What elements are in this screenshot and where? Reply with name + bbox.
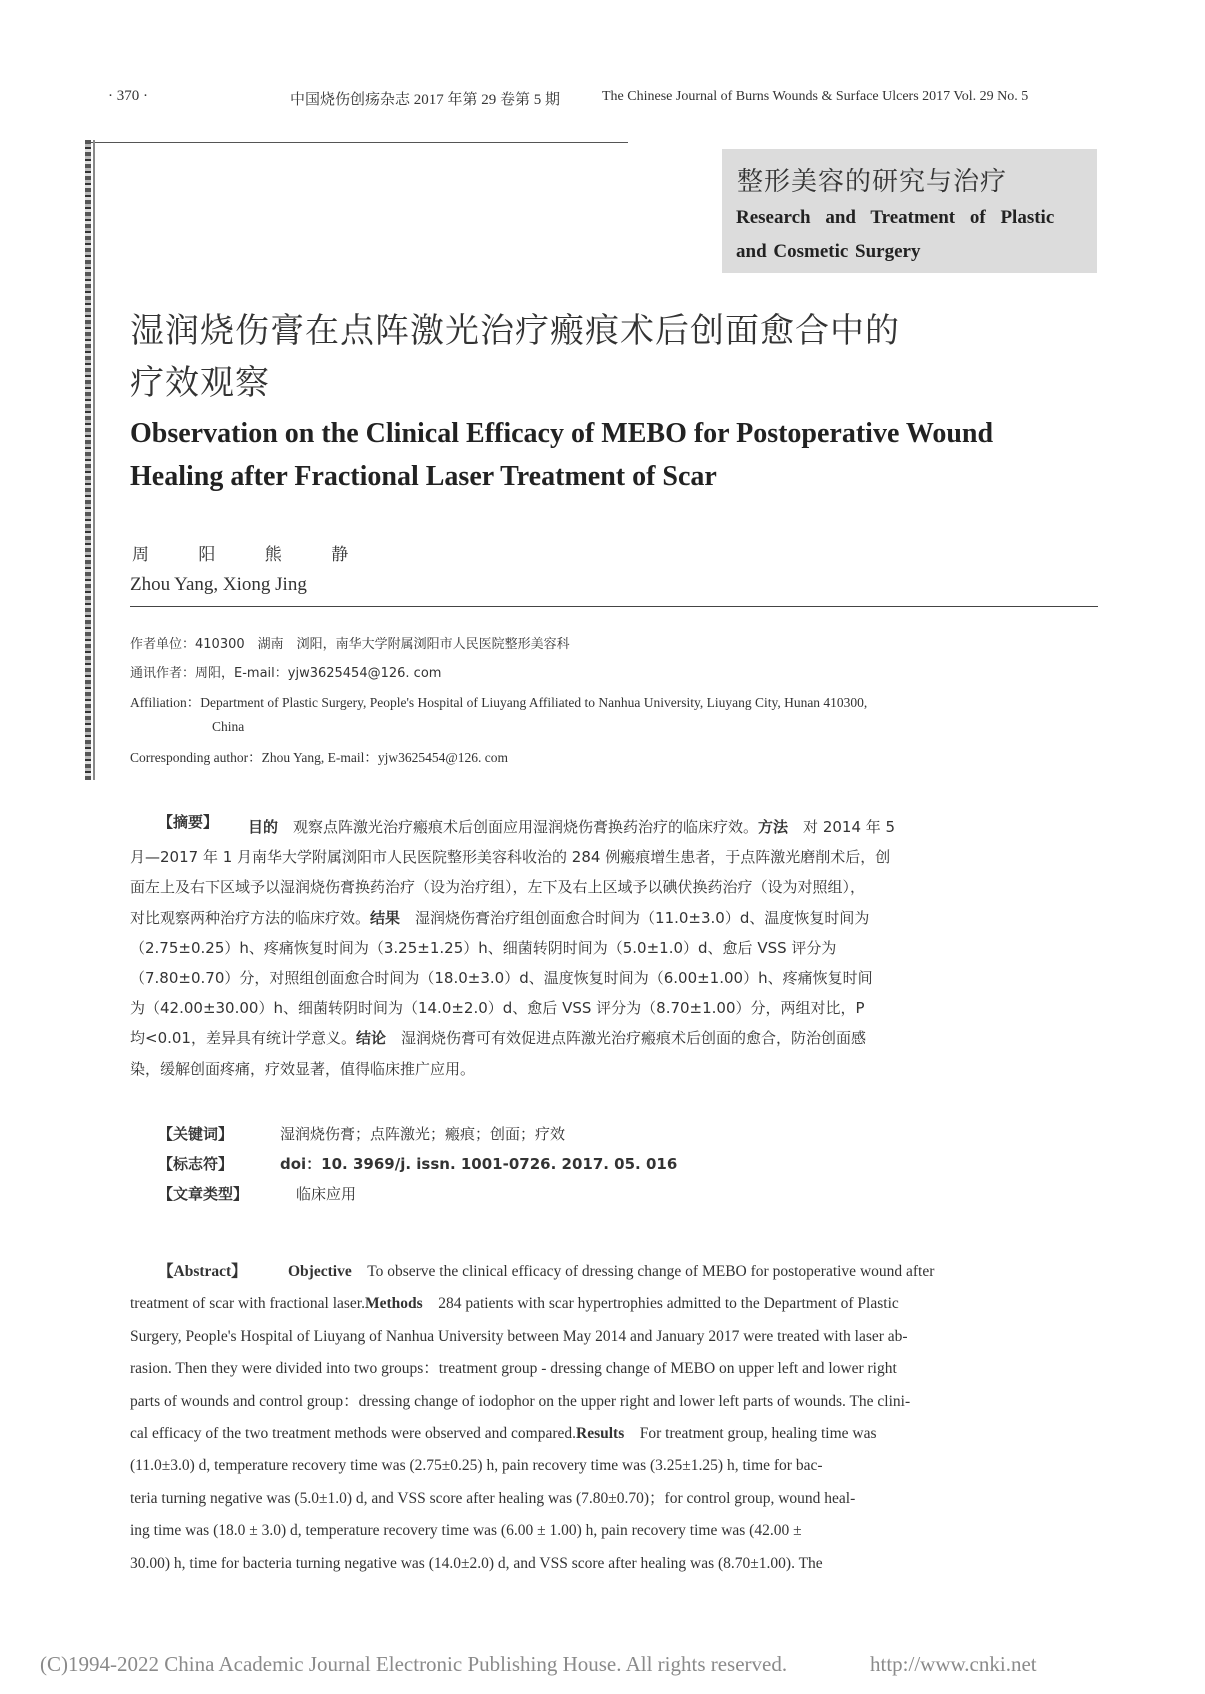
- abstract-zh-text: 湿润烧伤膏治疗组创面愈合时间为（11.0±3.0）d、温度恢复时间为: [400, 908, 870, 927]
- abstract-en-heading: Objective: [288, 1263, 352, 1280]
- abstract-en-text: teria turning negative was (5.0±1.0) d, and VSS score after healing was (7.80±0.70)；for control group, wound heal-: [130, 1489, 856, 1507]
- abstract-zh-label: 【摘要】: [158, 813, 219, 831]
- section-title-en-2: and Cosmetic Surgery: [736, 241, 921, 262]
- abstract-en-line: [130, 1352, 1070, 1385]
- abstract-en-text: parts of wounds and control group：dressing change of iodophor on the upper right and lower left parts of wounds. The clini-: [130, 1392, 911, 1410]
- section-title-zh: 整形美容的研究与治疗: [737, 167, 1008, 197]
- doi-label: 【标志符】: [158, 1155, 234, 1173]
- abstract-zh-line: [130, 902, 1070, 935]
- article-type-value: 临床应用: [296, 1185, 357, 1203]
- abstract-zh-line: [130, 871, 1070, 904]
- doi-value: doi：10. 3969/j. issn. 1001-0726. 2017. 05. 016: [280, 1155, 678, 1173]
- abstract-zh-line: [248, 811, 1070, 844]
- abstract-en-line: [130, 1482, 1070, 1515]
- copyright-notice: (C)1994-2022 China Academic Journal Electronic Publishing House. All rights reserved.: [40, 1652, 788, 1676]
- keywords-value: 湿润烧伤膏；点阵激光；瘢痕；创面；疗效: [280, 1125, 566, 1143]
- journal-name-zh: 中国烧伤创疡杂志 2017 年第 29 卷第 5 期: [290, 92, 561, 108]
- abstract-en-text: Surgery, People's Hospital of Liuyang of Nanhua University between May 2014 and January 2017 were treated with laser ab-: [130, 1327, 908, 1345]
- abstract-zh-line: [130, 932, 1070, 965]
- website-url: http://www.cnki.net: [870, 1652, 1037, 1676]
- section-box: [722, 149, 1097, 273]
- abstract-zh-heading: 结论: [355, 1029, 386, 1048]
- abstract-en-line: [288, 1255, 1070, 1288]
- article-title-zh-line2: 疗效观察: [130, 363, 270, 403]
- abstract-zh-line: [130, 1053, 1070, 1086]
- abstract-en-text: cal efficacy of the two treatment methods were observed and compared.: [130, 1425, 577, 1442]
- abstract-zh-text: （7.80±0.70）分，对照组创面愈合时间为（18.0±3.0）d、温度恢复时间为（6.00±1.00）h、疼痛恢复时间: [130, 969, 873, 987]
- article-title-en-line2: Healing after Fractional Laser Treatment of Scar: [130, 461, 717, 492]
- left-binding-bar: [85, 140, 91, 780]
- corresponding-author-zh: 通讯作者：周阳，E-mail：yjw3625454@126. com: [130, 666, 442, 681]
- abstract-zh-text: 染，缓解创面疼痛，疗效显著，值得临床推广应用。: [130, 1059, 476, 1078]
- keywords-label: 【关键词】: [158, 1125, 234, 1143]
- abstract-en-text: treatment of scar with fractional laser.: [130, 1295, 365, 1313]
- abstract-zh-text: 月—2017 年 1 月南华大学附属浏阳市人民医院整形美容科收治的 284 例瘢痕增生患者，于点阵激光磨削术后，创: [130, 848, 891, 867]
- authors-en: Zhou Yang, Xiong Jing: [130, 574, 307, 595]
- abstract-en-line: [130, 1417, 1070, 1450]
- article-title-en-line1: Observation on the Clinical Efficacy of MEBO for Postoperative Wound: [130, 418, 994, 449]
- article-type-label: 【文章类型】: [158, 1185, 249, 1203]
- abstract-zh-heading: 目的: [248, 818, 279, 836]
- author-rule: [130, 606, 1098, 607]
- abstract-en-line: [130, 1449, 1070, 1482]
- abstract-zh-text: 为（42.00±30.00）h、细菌转阴时间为（14.0±2.0）d、愈后 VSS 评分为（8.70±1.00）分，两组对比，P: [130, 999, 865, 1018]
- abstract-en-line: [130, 1385, 1070, 1418]
- abstract-zh-text: 均<0.01，差异具有统计学意义。: [130, 1029, 356, 1048]
- abstract-zh-text: 对比观察两种治疗方法的临床疗效。: [130, 908, 371, 927]
- abstract-zh-text: （2.75±0.25）h、疼痛恢复时间为（3.25±1.25）h、细菌转阴时间为（5.0±1.0）d、愈后 VSS 评分为: [130, 938, 837, 957]
- abstract-en-text: To observe the clinical efficacy of dressing change of MEBO for postoperative wound after: [351, 1263, 935, 1280]
- page-number: · 370 ·: [108, 88, 148, 104]
- left-binding-line: [93, 140, 95, 780]
- abstract-en-text: 30.00) h, time for bacteria turning negative was (14.0±2.0) d, and VSS score after healing was (8.70±1.00). The: [130, 1554, 823, 1572]
- abstract-en-text: ing time was (18.0 ± 3.0) d, temperature recovery time was (6.00 ± 1.00) h, pain recovery time was (42.00 ±: [130, 1522, 802, 1540]
- abstract-en-line: [130, 1320, 1070, 1353]
- abstract-zh-text: 对 2014 年 5: [788, 818, 896, 836]
- abstract-zh-text: 湿润烧伤膏可有效促进点阵激光治疗瘢痕术后创面的愈合，防治创面感: [385, 1029, 866, 1048]
- corresponding-author-en: Corresponding author：Zhou Yang, E-mail：yjw3625454@126. com: [130, 750, 509, 765]
- abstract-en-text: (11.0±3.0) d, temperature recovery time was (2.75±0.25) h, pain recovery time was (3.25±1.25) h, time for bac-: [130, 1457, 823, 1475]
- abstract-en-heading: Methods: [364, 1295, 423, 1313]
- abstract-en-line: [130, 1287, 1070, 1320]
- author-unit-zh: 作者单位：410300 湖南 浏阳，南华大学附属浏阳市人民医院整形美容科: [130, 637, 570, 652]
- abstract-zh-line: [130, 1022, 1070, 1055]
- abstract-zh-line: [130, 992, 1070, 1025]
- abstract-en-heading: Results: [576, 1425, 625, 1442]
- abstract-en-line: [130, 1514, 1070, 1547]
- abstract-zh-text: 观察点阵激光治疗瘢痕术后创面应用湿润烧伤膏换药治疗的临床疗效。: [278, 818, 759, 836]
- header-rule: [88, 142, 628, 143]
- abstract-zh-line: [130, 962, 1070, 995]
- abstract-zh-heading: 方法: [758, 818, 789, 836]
- abstract-zh-line: [130, 841, 1070, 874]
- abstract-en-text: For treatment group, healing time was: [624, 1425, 877, 1442]
- article-title-zh-line1: 湿润烧伤膏在点阵激光治疗瘢痕术后创面愈合中的: [130, 311, 900, 351]
- affiliation-en-line1: Affiliation：Department of Plastic Surgery, People's Hospital of Liuyang Affiliated to Nanhua University, Liuyang City, Hunan 410300,: [130, 695, 868, 710]
- authors-zh: 周 阳 熊 静: [132, 545, 371, 565]
- abstract-en-line: [130, 1547, 1070, 1580]
- affiliation-en-line2: China: [212, 719, 245, 734]
- abstract-zh-heading: 结果: [370, 908, 401, 927]
- abstract-zh-text: 面左上及右下区域予以湿润烧伤膏换药治疗（设为治疗组），左下及右上区域予以碘伏换药治疗（设为对照组），: [130, 878, 866, 897]
- section-title-en-1: Research and Treatment of Plastic: [736, 207, 1055, 228]
- abstract-en-text: rasion. Then they were divided into two groups：treatment group - dressing change of MEBO on upper left and lower right: [130, 1360, 897, 1378]
- abstract-en-text: 284 patients with scar hypertrophies admitted to the Department of Plastic: [422, 1295, 899, 1313]
- abstract-en-label: 【Abstract】: [158, 1263, 247, 1280]
- journal-name-en: The Chinese Journal of Burns Wounds & Surface Ulcers 2017 Vol. 29 No. 5: [602, 89, 1029, 104]
